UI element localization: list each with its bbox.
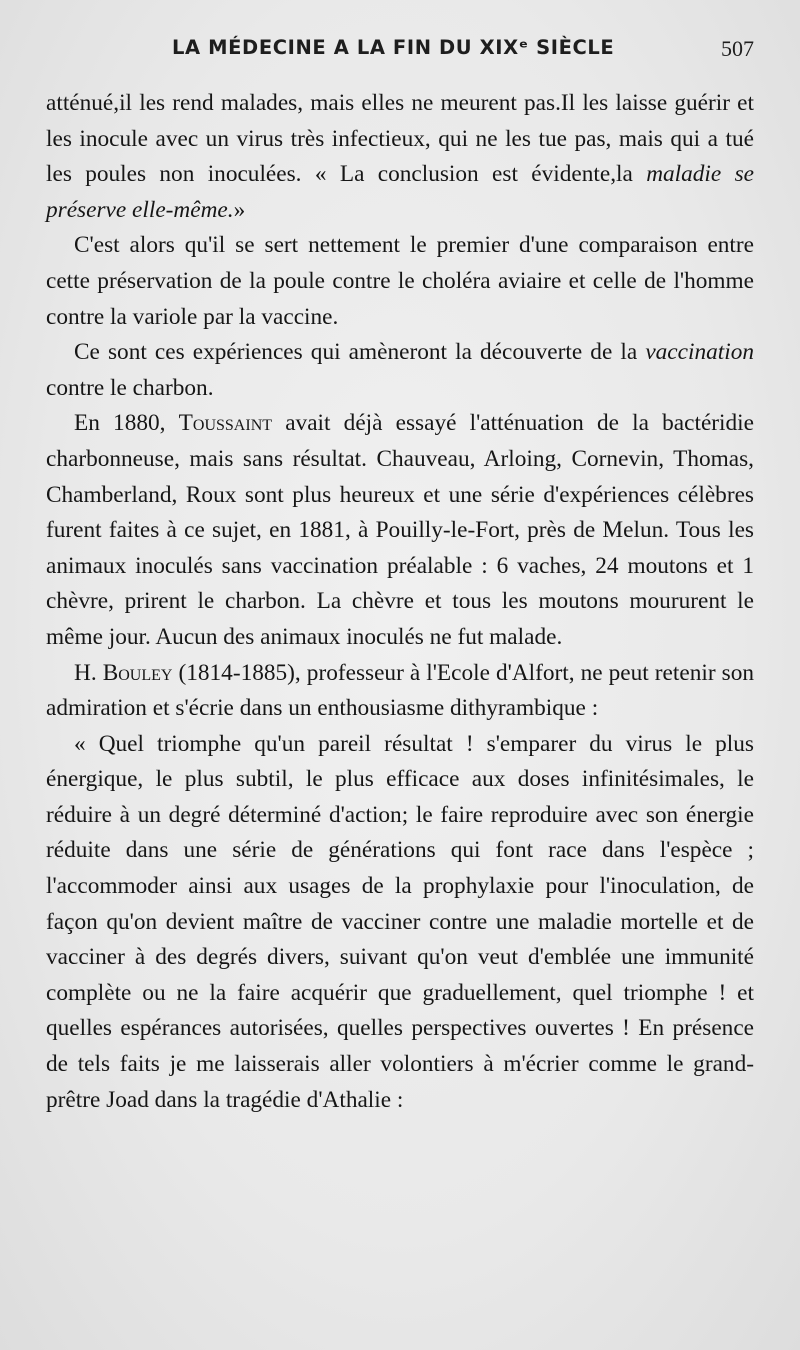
author-name-smallcaps: Bouley [102,659,173,686]
text-run: avait déjà essayé l'atténuation de la bactéridie charbonneuse, mais sans résultat. Chauveau, Arloing, Cornevin, Thomas, Chamberland, Roux sont plus heureux et une série d'expériences célèbres furent faites à ce sujet, en 1881, à Pouilly-le-Fort, près de Melun. Tous les animaux inoculés sans vaccination préalable : 6 vaches, 24 moutons et 1 chèvre, prirent le charbon. La chèvre et tous les moutons moururent le même jour. Aucun des animaux inoculés ne fut malade. [46,410,754,650]
page-header [0,36,800,72]
text-run: contre le charbon. [46,374,214,401]
paragraph [46,228,754,335]
paragraph [46,656,754,727]
author-name-smallcaps: Toussaint [178,410,273,437]
body-text [46,86,754,1118]
page-number: 507 [721,36,754,61]
text-run: » [233,196,246,223]
text-run: H. [74,659,103,686]
paragraph [46,335,754,406]
text-run: atténué,il les rend malades, mais elles ne meurent pas.Il les laisse guérir et les inocule avec un virus très infectieux, qui ne les tue pas, mais qui a tué les poules non inoculées. « La conclusion est évidente,la [46,90,754,188]
text-run-italic: maladie se préserve elle-même. [46,161,754,223]
text-run: Ce sont ces expériences qui amèneront la découverte de la [74,339,646,366]
text-run: « Quel triomphe qu'un pareil résultat ! s'emparer du virus le plus énergique, le plus subtil, le plus efficace aux doses infinitésimales, le réduire à un degré déterminé d'action; le faire reproduire avec son énergie réduite dans une série de générations qui font race dans l'espèce ; l'accommoder ainsi aux usages de la prophylaxie pour l'inoculation, de façon qu'on devient maître de vacciner contre une maladie mortelle et de vacciner à des degrés divers, suivant qu'on veut d'emblée une immunité complète ou ne la faire acquérir que graduellement, quel triomphe ! et quelles espérances autorisées, quelles perspectives ouvertes ! En présence de tels faits je me laisserais aller volontiers à m'écrier comme le grand-prêtre Joad dans la tragédie d'Athalie : [46,730,754,1113]
text-run: En 1880, [74,410,179,437]
text-run: (1814-1885), professeur à l'Ecole d'Alfort, ne peut retenir son admiration et s'écrie dans un enthousiasme dithyrambique : [46,659,754,722]
text-run-italic: vaccination [645,339,754,366]
paragraph [46,86,754,228]
quotation-paragraph [46,727,754,1119]
running-title: LA MÉDECINE A LA FIN DU XIXᵉ SIÈCLE [172,36,615,59]
text-run: C'est alors qu'il se sert nettement le premier d'une comparaison entre cette préservation de la poule contre le choléra aviaire et celle de l'homme contre la variole par la vaccine. [46,232,754,330]
paragraph [46,406,754,655]
